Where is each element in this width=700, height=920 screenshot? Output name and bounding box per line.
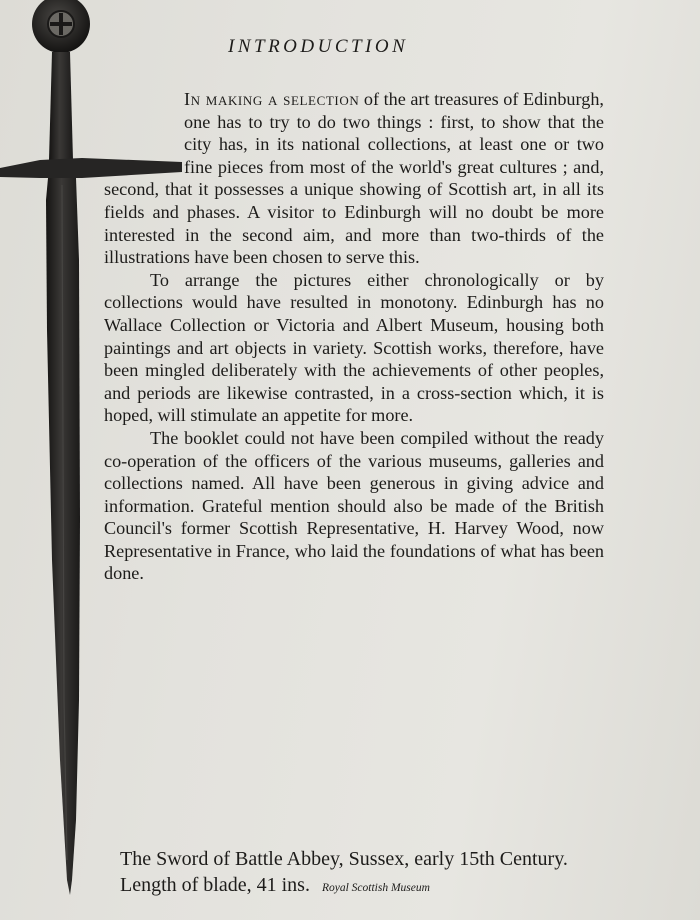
caption-line-2	[120, 872, 620, 901]
page-title: INTRODUCTION	[228, 36, 409, 57]
paragraph-2: To arrange the pictures either chronologically or by collections would have resulted in monotony. Edinburgh has no Wallace Collection or Victoria and Albert Museum, housing both paintings and art objects in variety. Scottish works, therefore, have been mingled deliberately with the achievements of other peoples, and periods are likewise contrasted, in a cross-section which, it is hoped, will stimulate an appetite for more.	[104, 269, 604, 426]
illustration-caption	[120, 846, 620, 901]
paragraph-3: The booklet could not have been compiled without the ready co-operation of the officers of the various museums, galleries and collections named. All have been generous in giving advice and information. Grateful mention should also be made of the British Council's former Scottish Representative, H. Harvey Wood, now Representative in France, who laid the foundations of what has been done.	[104, 427, 604, 584]
text-wrap-spacer	[104, 133, 184, 177]
caption-line-1: The Sword of Battle Abbey, Sussex, early 15th Century.	[120, 848, 568, 870]
introduction-text	[104, 88, 604, 585]
paragraph-1-body: of the art treasures of Edinburgh, one has to try to do two things : first, to show that the city has, in its national collections, at least one or two fine pieces from most of the world's great cultures ; and, second, that it possesses a unique showing of Scottish art, in all its fields and phases. A visitor to Edinburgh will no doubt be more interested in the second aim, and more than two-thirds of the illustrations have been chosen to serve this.	[104, 89, 604, 268]
paragraph-1-lead: In making a selection	[184, 89, 360, 109]
paragraph-1	[104, 88, 604, 269]
caption-length: Length of blade, 41 ins.	[120, 874, 310, 896]
caption-credit: Royal Scottish Museum	[321, 882, 430, 894]
